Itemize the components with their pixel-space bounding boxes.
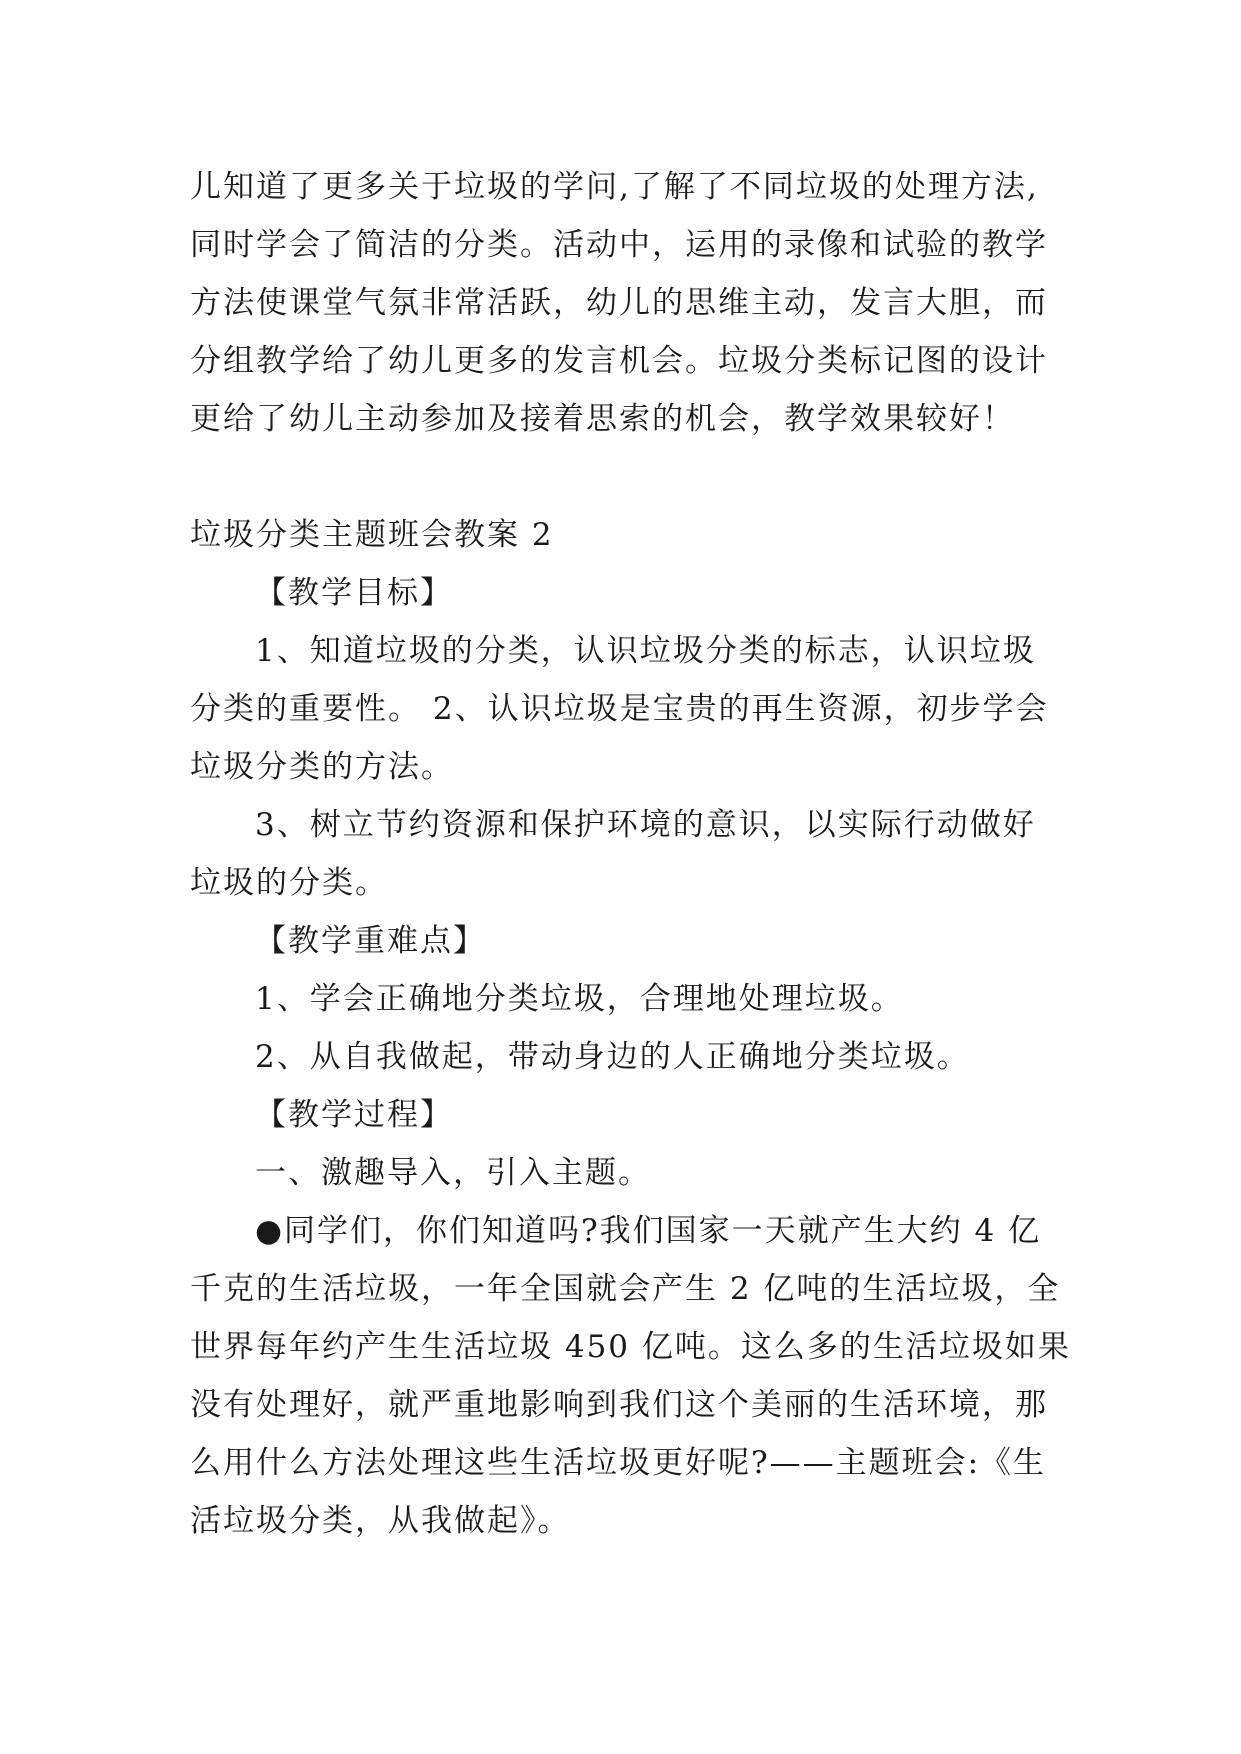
section-heading-goals: 【教学目标】 bbox=[255, 575, 453, 611]
goal-line: 垃圾的分类。 bbox=[190, 865, 388, 901]
paragraph-line: 同时学会了简洁的分类。活动中，运用的录像和试验的教学 bbox=[190, 227, 1048, 263]
goal-line: 分类的重要性。 2、认识垃圾是宝贵的再生资源，初步学会 bbox=[190, 691, 1049, 727]
paragraph-line: 更给了幼儿主动参加及接着思索的机会，教学效果较好！ bbox=[190, 401, 1015, 437]
bullet-paragraph-line: 千克的生活垃圾，一年全国就会产生 2 亿吨的生活垃圾，全 bbox=[190, 1271, 1061, 1307]
goal-line: 垃圾分类的方法。 bbox=[190, 749, 454, 785]
section-heading-process: 【教学过程】 bbox=[255, 1097, 453, 1133]
goal-line: 3、树立节约资源和保护环境的意识，以实际行动做好 bbox=[255, 807, 1036, 843]
document-title: 垃圾分类主题班会教案 2 bbox=[190, 517, 554, 553]
bullet-paragraph-line: 活垃圾分类，从我做起》。 bbox=[190, 1503, 571, 1539]
paragraph-line: 分组教学给了幼儿更多的发言机会。垃圾分类标记图的设计 bbox=[190, 343, 1048, 379]
bullet-paragraph-line: 没有处理好，就严重地影响到我们这个美丽的生活环境，那 bbox=[190, 1387, 1048, 1423]
key-point-line: 1、学会正确地分类垃圾，合理地处理垃圾。 bbox=[255, 981, 904, 1017]
process-step: 一、激趣导入，引入主题。 bbox=[255, 1155, 651, 1191]
bullet-paragraph-line: ●同学们，你们知道吗?我们国家一天就产生大约 4 亿 bbox=[255, 1213, 1042, 1249]
bullet-paragraph-line: 世界每年约产生生活垃圾 450 亿吨。这么多的生活垃圾如果 bbox=[190, 1329, 1071, 1365]
key-point-line: 2、从自我做起，带动身边的人正确地分类垃圾。 bbox=[255, 1039, 970, 1075]
paragraph-line: 方法使课堂气氛非常活跃，幼儿的思维主动，发言大胆，而 bbox=[190, 285, 1048, 321]
bullet-paragraph-line: 么用什么方法处理这些生活垃圾更好呢?——主题班会:《生 bbox=[190, 1445, 1047, 1481]
section-heading-key-points: 【教学重难点】 bbox=[255, 923, 486, 959]
goal-line: 1、知道垃圾的分类，认识垃圾分类的标志，认识垃圾 bbox=[255, 633, 1036, 669]
paragraph-line: 儿知道了更多关于垃圾的学问,了解了不同垃圾的处理方法, bbox=[190, 169, 1039, 205]
